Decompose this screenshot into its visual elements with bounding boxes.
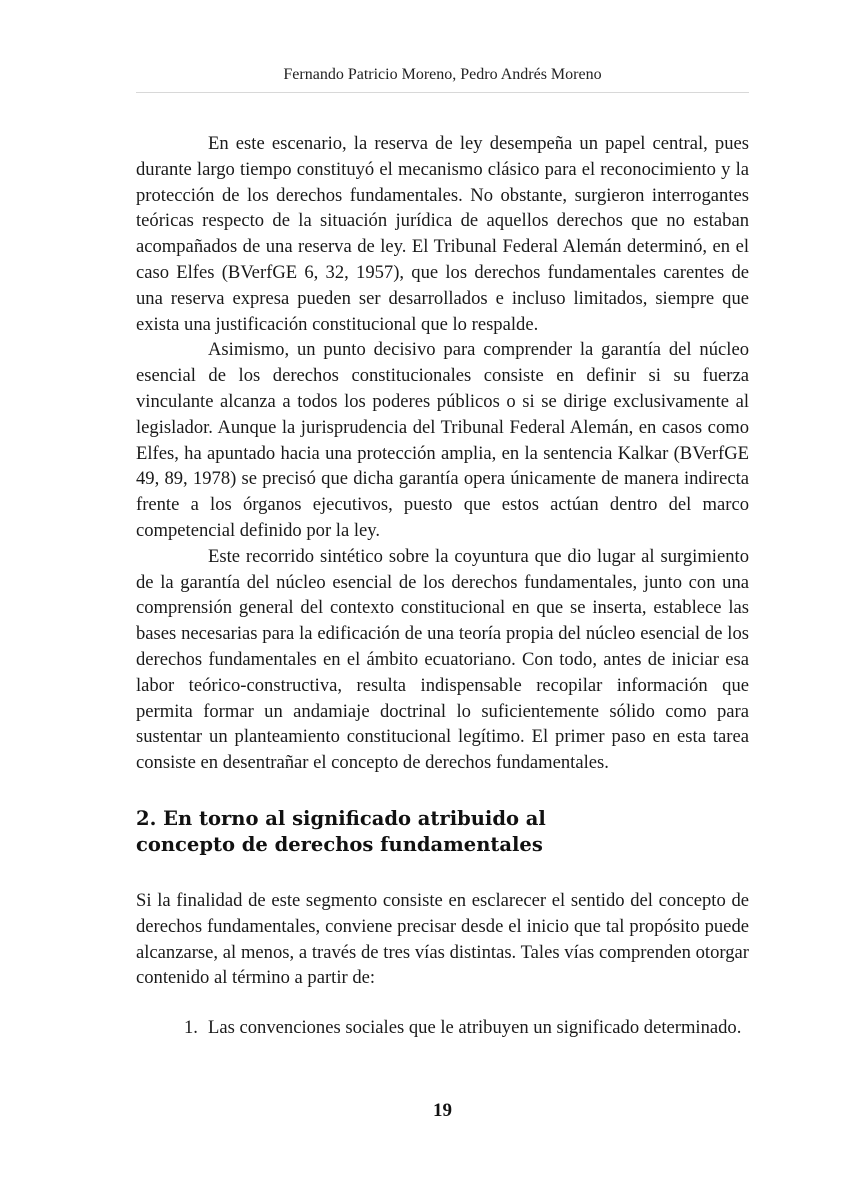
paragraph: En este escenario, la reserva de ley desempeña un papel central, pues durante largo tiempo constituyó el mecanismo clásico para el reconocimiento y la protección de los derechos fundamentales. No obstante, surgieron interrogantes teóricas respecto de la situación jurídica de aquellos derechos que no estaban acompañados de una reserva de ley. El Tribunal Federal Alemán determinó, en el caso Elfes (BVerfGE 6, 32, 1957), que los derechos fundamentales carentes de una reserva expresa pueden ser desarrollados e incluso limitados, siempre que exista una justificación constitucional que lo respalde.	[136, 133, 749, 335]
paragraph: Este recorrido sintético sobre la coyuntura que dio lugar al surgimiento de la garantía del núcleo esencial de los derechos fundamentales, junto con una comprensión general del contexto constitucional en que se inserta, establece las bases necesarias para la edificación de una teoría propia del núcleo esencial de los derechos fundamentales en el ámbito ecuatoriano. Con todo, antes de iniciar esa labor teórico-constructiva, resulta indispensable recopilar información que permita formar un andamiaje doctrinal lo suficientemente sólido como para sustentar un planteamiento constitucional legítimo. El primer paso en esta tarea consiste en desentrañar el concepto de derechos fundamentales.	[136, 545, 749, 774]
page-number: 19	[433, 1100, 452, 1121]
header-divider	[136, 92, 749, 93]
running-header: Fernando Patricio Moreno, Pedro Andrés Moreno	[283, 66, 602, 83]
list-item	[136, 1015, 749, 1041]
list-item-text: Las convenciones sociales que le atribuyen un significado determinado.	[208, 1017, 742, 1039]
section-intro-paragraph: Si la finalidad de este segmento consiste en esclarecer el sentido del concepto de derechos fundamentales, conviene precisar desde el inicio que tal propósito puede alcanzarse, al menos, a través de tres vías distintas. Tales vías comprenden otorgar contenido al término a partir de:	[136, 889, 749, 989]
numbered-list	[136, 1015, 749, 1041]
list-item-number: 1.	[184, 1017, 198, 1039]
document-page	[136, 0, 749, 1191]
section-heading-line: 2. En torno al significado atribuido al	[136, 806, 546, 830]
body-text	[136, 131, 749, 1041]
section-heading	[136, 806, 749, 858]
paragraph: Asimismo, un punto decisivo para comprender la garantía del núcleo esencial de los derechos constitucionales consiste en definir si su fuerza vinculante alcanza a todos los poderes públicos o si se dirige exclusivamente al legislador. Aunque la jurisprudencia del Tribunal Federal Alemán, en casos como Elfes, ha apuntado hacia una protección amplia, en la sentencia Kalkar (BVerfGE 49, 89, 1978) se precisó que dicha garantía opera únicamente de manera indirecta frente a los órganos ejecutivos, puesto que estos actúan dentro del marco competencial definido por la ley.	[136, 339, 749, 541]
section-heading-line: concepto de derechos fundamentales	[136, 832, 543, 856]
